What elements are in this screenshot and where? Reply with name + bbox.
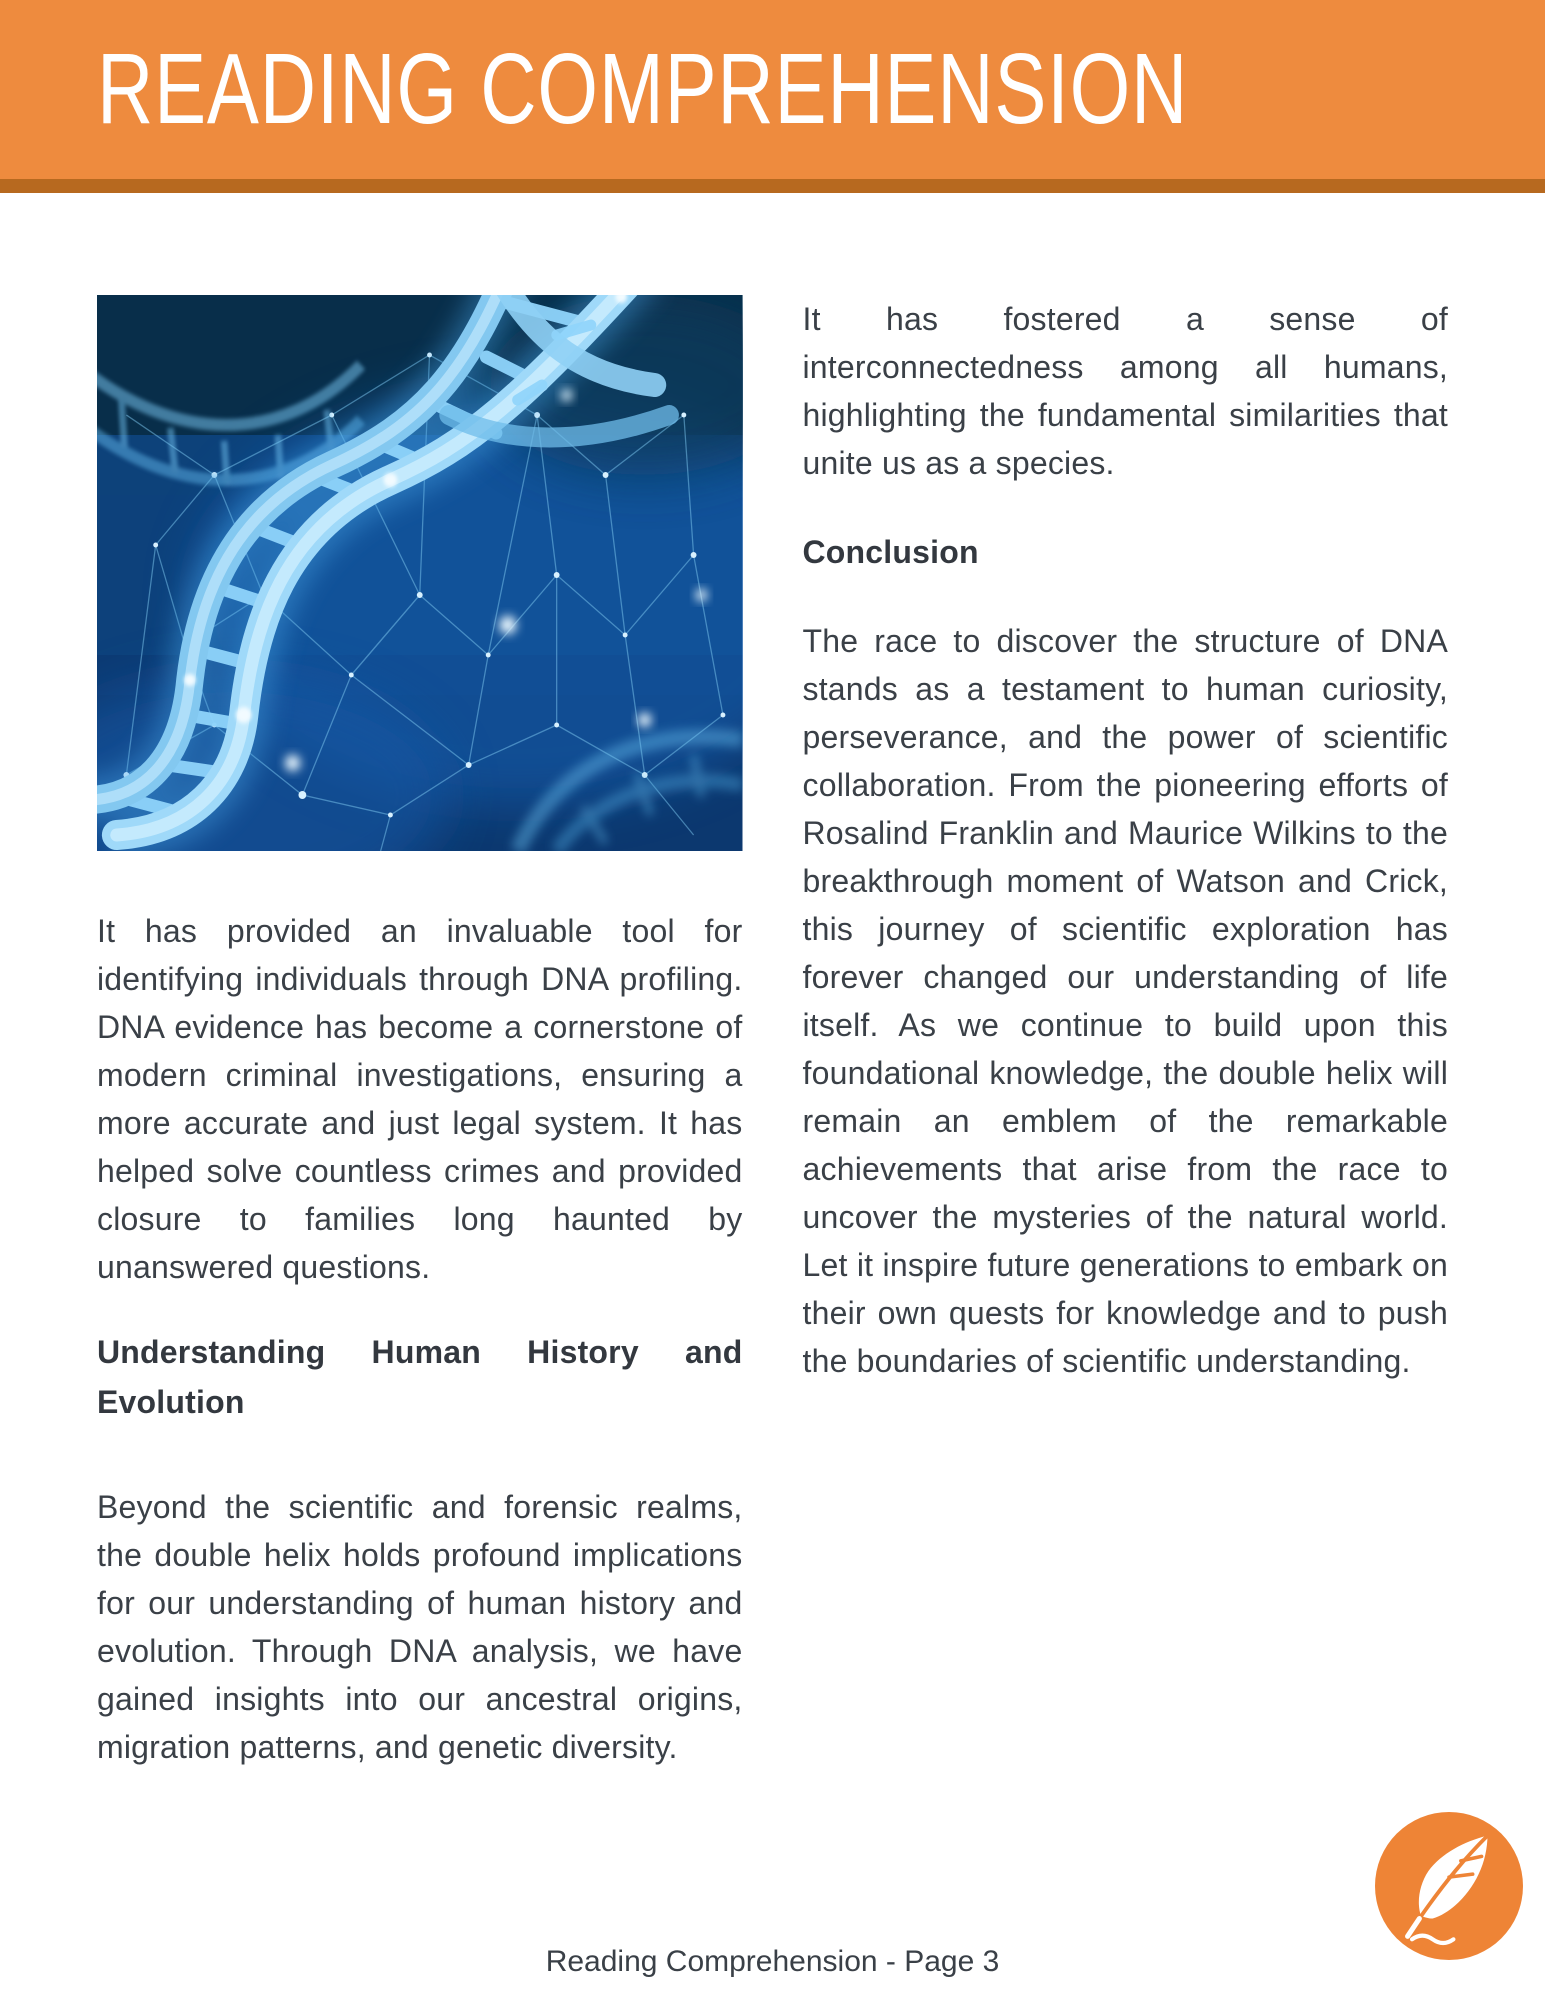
dna-helix-image xyxy=(97,295,743,851)
left-section-heading: Understanding Human History and Evolution xyxy=(97,1334,743,1420)
header-banner xyxy=(0,0,1545,179)
left-column xyxy=(97,295,743,1771)
right-column xyxy=(803,295,1449,1771)
feather-quill-icon xyxy=(1375,1812,1523,1960)
page-footer: Reading Comprehension - Page 3 xyxy=(545,1945,1000,1978)
conclusion-heading: Conclusion xyxy=(802,534,979,570)
header-accent-strip xyxy=(0,179,1545,193)
right-paragraph-1: It has fostered a sense of interconnectedness among all humans, highlighting the fundamental similarities that unite us as a species. xyxy=(802,301,1448,481)
left-paragraph-2: Beyond the scientific and forensic realms, the double helix holds profound implications for our understanding of human history and evolution. Through DNA analysis, we have gained insights into our ancestral origins, migration patterns, and genetic diversity. xyxy=(97,1489,743,1765)
left-paragraph-1: It has provided an invaluable tool for identifying individuals through DNA profiling. DNA evidence has become a cornerstone of modern criminal investigations, ensuring a more accurate and just legal system. It has helped solve countless crimes and provided closure to families long haunted by unanswered questions. xyxy=(97,913,743,1285)
page-title: READING COMPREHENSION xyxy=(97,33,1189,145)
conclusion-paragraph: The race to discover the structure of DNA stands as a testament to human curiosity, perseverance, and the power of scientific collaboration. From the pioneering efforts of Rosalind Franklin and Maurice Wilkins to the breakthrough moment of Watson and Crick, this journey of scientific exploration has forever changed our understanding of life itself. As we continue to build upon this foundational knowledge, the double helix will remain an emblem of the remarkable achievements that arise from the race to uncover the mysteries of the natural world. Let it inspire future generations to embark on their own quests for knowledge and to push the boundaries of scientific understanding. xyxy=(802,623,1448,1379)
brand-logo xyxy=(1375,1812,1523,1960)
content-area xyxy=(97,295,1448,1771)
